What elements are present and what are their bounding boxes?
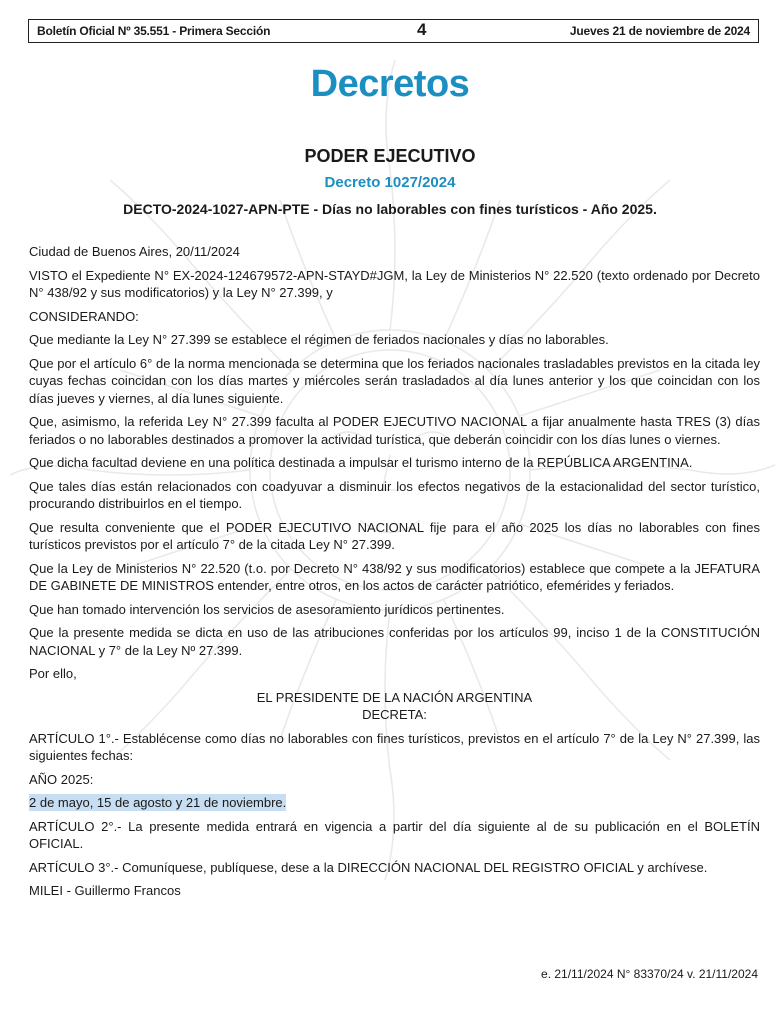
considerando-label: CONSIDERANDO:	[29, 308, 139, 324]
president-heading: EL PRESIDENTE DE LA NACIÓN ARGENTINA	[256, 689, 533, 705]
highlighted-dates-line	[29, 794, 760, 812]
considerando-paragraph: Que dicha facultad deviene en una política destinada a impulsar el turismo interno de la REPÚBLICA ARGENTINA.	[29, 455, 693, 470]
article-2: ARTÍCULO 2°.- La presente medida entrará en vigencia a partir del día siguiente al de su publicación en el BOLETÍN OFICIAL.	[29, 818, 760, 851]
considerando-paragraph: Que la Ley de Ministerios N° 22.520 (t.o. por Decreto N° 438/92 y sus modificatorios) establece que compete a la JEFATURA DE GABINETE DE MINISTROS entender, entre otros, en los actos de carácter patriótico, efemérides y feriados.	[29, 560, 760, 593]
publication-reference: e. 21/11/2024 N° 83370/24 v. 21/11/2024	[541, 967, 758, 981]
decree-body	[29, 243, 760, 906]
article-1: ARTÍCULO 1°.- Establécense como días no laborables con fines turísticos, previstos en el artículo 7° de la Ley N° 27.399, las siguientes fechas:	[29, 730, 760, 763]
considerando-paragraph: Que por el artículo 6° de la norma mencionada se determina que los feriados nacionales trasladables previstos en la citada ley cuyas fechas coincidan con los días martes y miércoles serán trasladados al día lunes anterior y los que coincidan con los días jueves y viernes, al día lunes siguiente.	[29, 355, 760, 406]
publication-date: Jueves 21 de noviembre de 2024	[569, 24, 750, 38]
place-date: Ciudad de Buenos Aires, 20/11/2024	[29, 244, 240, 259]
considerando-paragraph: Que, asimismo, la referida Ley N° 27.399 faculta al PODER EJECUTIVO NACIONAL a fijar anualmente hasta TRES (3) días feriados o no laborables destinados a promover la actividad turística, que deberán coincidir con los días lunes o viernes.	[29, 414, 760, 447]
considerando-paragraph: Que resulta conveniente que el PODER EJECUTIVO NACIONAL fije para el año 2025 los días no laborables con fines turísticos previstos por el artículo 7° de la citada Ley N° 27.399.	[29, 519, 760, 552]
decree-number: Decreto 1027/2024	[324, 174, 456, 191]
publication-number: Boletín Oficial Nº 35.551	[37, 24, 170, 38]
considerando-paragraph: Que mediante la Ley N° 27.399 se establece el régimen de feriados nacionales y días no laborables.	[29, 332, 609, 347]
por-ello: Por ello,	[29, 666, 77, 681]
decreta-heading: DECRETA:	[362, 707, 427, 722]
considerando-paragraph: Que la presente medida se dicta en uso de las atribuciones conferidas por los artículos 99, inciso 1 de la CONSTITUCIÓN NACIONAL y 7° de la Ley Nº 27.399.	[29, 625, 760, 658]
visto-paragraph: VISTO el Expediente N° EX-2024-124679572-APN-STAYD#JGM, la Ley de Ministerios N° 22.520 (texto ordenado por Decreto N° 438/92 y sus modificatorios) y la Ley N° 27.399, y	[29, 267, 760, 300]
decree-title: DECTO-2024-1027-APN-PTE - Días no laborables con fines turísticos - Año 2025.	[123, 201, 657, 217]
decree-issuer: PODER EJECUTIVO	[304, 146, 476, 166]
considerando-paragraph: Que han tomado intervención los servicios de asesoramiento jurídicos pertinentes.	[29, 601, 505, 617]
publication-section: Primera Sección	[179, 24, 271, 38]
signatures: MILEI - Guillermo Francos	[29, 883, 181, 898]
article-3: ARTÍCULO 3°.- Comuníquese, publíquese, dese a la DIRECCIÓN NACIONAL DEL REGISTRO OFICIAL y archívese.	[29, 859, 708, 875]
highlighted-dates[interactable]: 2 de mayo, 15 de agosto y 21 de noviembre.	[29, 795, 287, 810]
publication-header	[28, 19, 759, 43]
considerando-paragraph: Que tales días están relacionados con coadyuvar a disminuir los efectos negativos de la estacionalidad del sector turístico, procurando distribuirlos en el tiempo.	[29, 478, 760, 511]
publication-info: Boletín Oficial Nº 35.551 - Primera Sección	[37, 24, 271, 38]
page-number: 4	[417, 20, 427, 39]
year-label: AÑO 2025:	[29, 771, 94, 787]
section-title: Decretos	[310, 63, 470, 105]
